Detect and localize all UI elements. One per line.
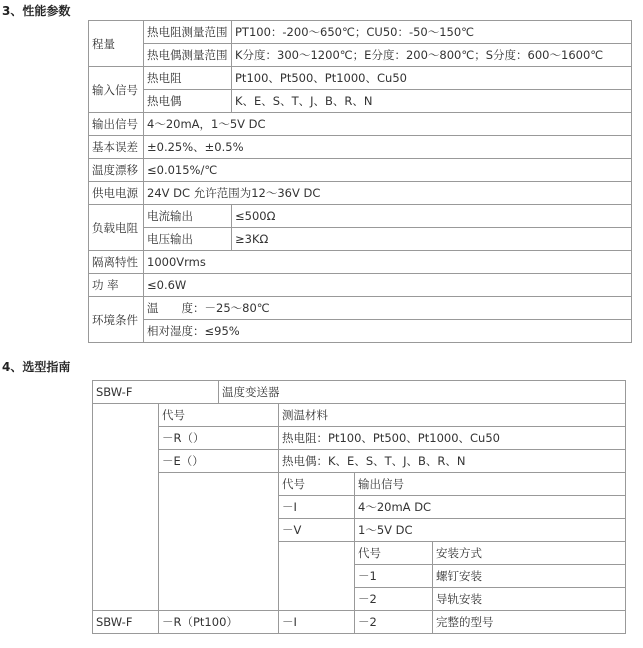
example-i: －I <box>279 611 355 634</box>
error-value: ±0.25%、±0.5% <box>144 136 632 159</box>
model-desc: 温度变送器 <box>219 381 626 404</box>
example-r: －R（Pt100） <box>159 611 279 634</box>
power-label: 功 率 <box>89 274 144 297</box>
mount-code-header: 代号 <box>355 542 433 565</box>
material-header: 测温材料 <box>279 404 626 427</box>
out-v-desc: 1～5V DC <box>355 519 626 542</box>
tc-range-label: 热电偶测量范围 <box>144 44 232 67</box>
voltage-out-value: ≥3KΩ <box>232 228 632 251</box>
model-spacer <box>93 404 159 611</box>
voltage-out-label: 电压输出 <box>144 228 232 251</box>
mount-1: －1 <box>355 565 433 588</box>
rtd-range-label: 热电阻测量范围 <box>144 21 232 44</box>
output-value: 4～20mA，1～5V DC <box>144 113 632 136</box>
tc-label: 热电偶 <box>144 90 232 113</box>
code-e-desc: 热电偶：K、E、S、T、J、B、R、N <box>279 450 626 473</box>
example-model: SBW-F <box>93 611 159 634</box>
out-v: －V <box>279 519 355 542</box>
out-i: －I <box>279 496 355 519</box>
power-supply-value: 24V DC 允许范围为12～36V DC <box>144 182 632 205</box>
out-spacer <box>279 542 355 611</box>
out-code-header: 代号 <box>279 473 355 496</box>
error-label: 基本误差 <box>89 136 144 159</box>
load-label: 负载电阻 <box>89 205 144 251</box>
code-r: －R（） <box>159 427 279 450</box>
code-spacer <box>159 473 279 611</box>
mount-2: －2 <box>355 588 433 611</box>
mount-header: 安装方式 <box>433 542 626 565</box>
rtd-label: 热电阻 <box>144 67 232 90</box>
selection-table <box>92 380 626 634</box>
isolation-value: 1000Vrms <box>144 251 632 274</box>
code-r-desc: 热电阻：Pt100、Pt500、Pt1000、Cu50 <box>279 427 626 450</box>
code-e: －E（） <box>159 450 279 473</box>
drift-value: ≤0.015%/℃ <box>144 159 632 182</box>
power-supply-label: 供电电源 <box>89 182 144 205</box>
rtd-value: Pt100、Pt500、Pt1000、Cu50 <box>232 67 632 90</box>
code-header: 代号 <box>159 404 279 427</box>
current-out-value: ≤500Ω <box>232 205 632 228</box>
isolation-label: 隔离特性 <box>89 251 144 274</box>
temp-value: 温 度：－25～80℃ <box>144 297 632 320</box>
example-2: －2 <box>355 611 433 634</box>
performance-table <box>88 20 632 343</box>
humidity-value: 相对湿度：≤95% <box>144 320 632 343</box>
current-out-label: 电流输出 <box>144 205 232 228</box>
out-i-desc: 4～20mA DC <box>355 496 626 519</box>
output-label: 输出信号 <box>89 113 144 136</box>
example-desc: 完整的型号 <box>433 611 626 634</box>
env-label: 环境条件 <box>89 297 144 343</box>
model-code: SBW-F <box>93 381 219 404</box>
tc-range-value: K分度：300～1200℃；E分度：200～800℃；S分度：600～1600℃ <box>232 44 632 67</box>
tc-value: K、E、S、T、J、B、R、N <box>232 90 632 113</box>
range-label: 程量 <box>89 21 144 67</box>
input-label: 输入信号 <box>89 67 144 113</box>
section-3-heading: 3、性能参数 <box>2 4 71 18</box>
rtd-range-value: PT100：-200～650℃；CU50：-50～150℃ <box>232 21 632 44</box>
out-header: 输出信号 <box>355 473 626 496</box>
mount-1-desc: 螺钉安装 <box>433 565 626 588</box>
mount-2-desc: 导轨安装 <box>433 588 626 611</box>
section-4-heading: 4、选型指南 <box>2 360 71 374</box>
power-value: ≤0.6W <box>144 274 632 297</box>
drift-label: 温度漂移 <box>89 159 144 182</box>
